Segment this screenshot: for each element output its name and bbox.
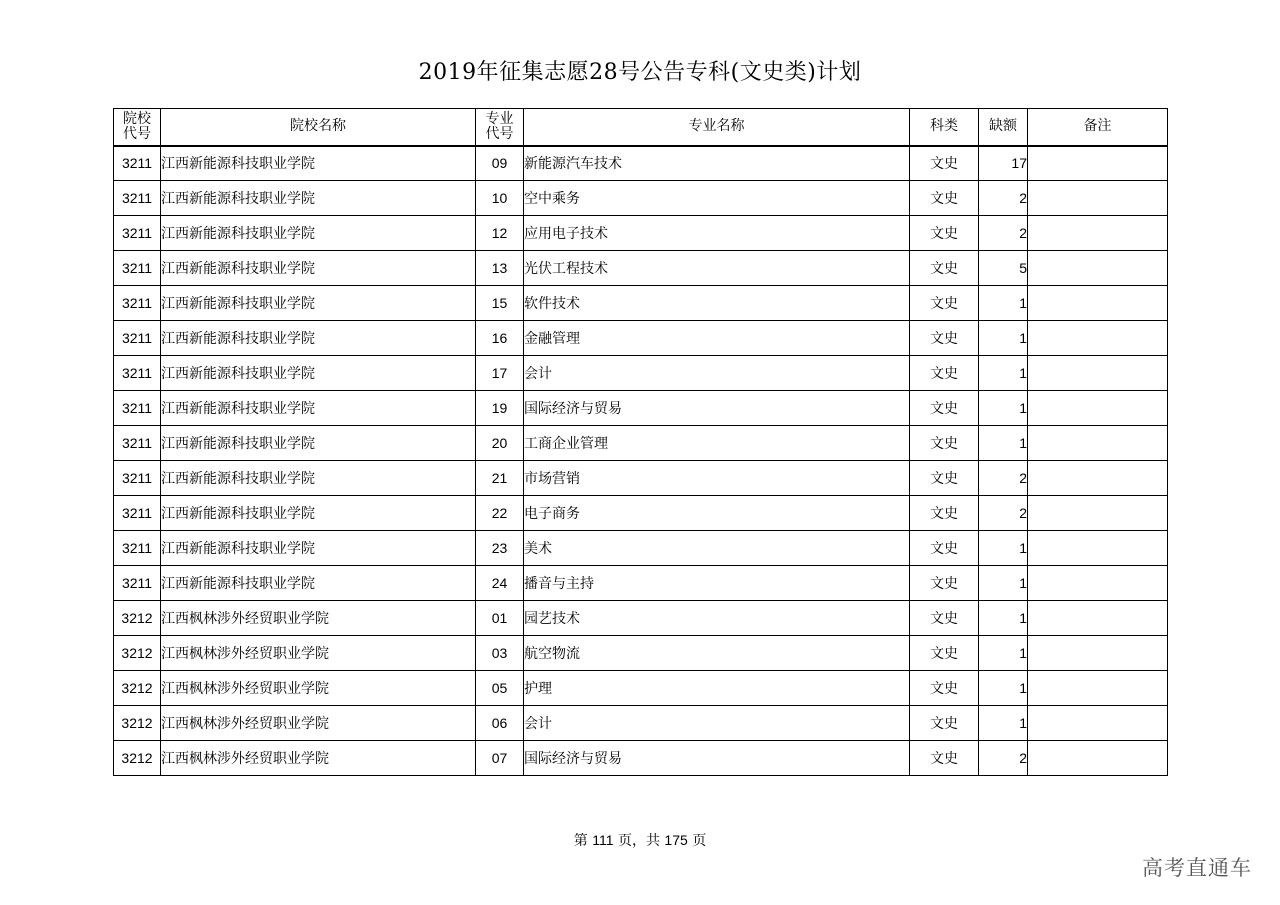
cell-note [1028,356,1168,391]
header-school-code [114,109,161,146]
cell-major-code: 07 [476,741,524,776]
cell-category: 文史 [910,461,979,496]
table-row [114,531,1168,566]
cell-note [1028,286,1168,321]
cell-major-code: 13 [476,251,524,286]
cell-major-name: 国际经济与贸易 [524,391,910,426]
cell-major-name: 电子商务 [524,496,910,531]
cell-major-name: 航空物流 [524,636,910,671]
cell-category: 文史 [910,566,979,601]
cell-category: 文史 [910,321,979,356]
cell-school-name: 江西新能源科技职业学院 [161,391,476,426]
header-note: 备注 [1028,109,1168,146]
cell-major-code: 09 [476,146,524,181]
cell-category: 文史 [910,356,979,391]
table-row [114,671,1168,706]
cell-category: 文史 [910,251,979,286]
cell-vacancy: 1 [979,566,1028,601]
cell-major-name: 会计 [524,706,910,741]
cell-major-name: 播音与主持 [524,566,910,601]
cell-category: 文史 [910,496,979,531]
page-title: 2019年征集志愿28号公告专科(文史类)计划 [418,60,862,85]
cell-school-code: 3211 [114,146,161,181]
cell-school-name: 江西新能源科技职业学院 [161,496,476,531]
cell-school-name: 江西枫林涉外经贸职业学院 [161,671,476,706]
cell-vacancy: 1 [979,391,1028,426]
cell-note [1028,496,1168,531]
table-row [114,391,1168,426]
cell-vacancy: 2 [979,461,1028,496]
cell-school-name: 江西枫林涉外经贸职业学院 [161,741,476,776]
cell-major-code: 23 [476,531,524,566]
cell-major-name: 市场营销 [524,461,910,496]
cell-major-code: 03 [476,636,524,671]
cell-major-name: 金融管理 [524,321,910,356]
cell-vacancy: 1 [979,636,1028,671]
table-row [114,741,1168,776]
cell-category: 文史 [910,391,979,426]
cell-vacancy: 1 [979,706,1028,741]
cell-vacancy: 1 [979,321,1028,356]
cell-school-code: 3212 [114,636,161,671]
footer-middle: 页，共 [617,833,660,849]
cell-major-code: 06 [476,706,524,741]
cell-school-name: 江西枫林涉外经贸职业学院 [161,636,476,671]
cell-school-name: 江西新能源科技职业学院 [161,461,476,496]
cell-school-name: 江西新能源科技职业学院 [161,216,476,251]
cell-major-code: 05 [476,671,524,706]
table-row [114,356,1168,391]
cell-major-name: 软件技术 [524,286,910,321]
cell-school-name: 江西新能源科技职业学院 [161,181,476,216]
cell-major-name: 光伏工程技术 [524,251,910,286]
cell-major-name: 园艺技术 [524,601,910,636]
cell-vacancy: 1 [979,286,1028,321]
header-major-code-label: 专业代号 [485,110,514,142]
cell-major-code: 12 [476,216,524,251]
cell-note [1028,146,1168,181]
cell-school-code: 3211 [114,566,161,601]
cell-major-name: 国际经济与贸易 [524,741,910,776]
cell-note [1028,426,1168,461]
table-body [114,146,1168,776]
cell-major-code: 10 [476,181,524,216]
cell-category: 文史 [910,426,979,461]
table-row [114,181,1168,216]
cell-category: 文史 [910,531,979,566]
header-major-name: 专业名称 [524,109,910,146]
cell-school-code: 3212 [114,706,161,741]
page-footer [0,830,1280,850]
cell-vacancy: 2 [979,181,1028,216]
cell-school-name: 江西新能源科技职业学院 [161,356,476,391]
cell-school-code: 3211 [114,321,161,356]
cell-note [1028,741,1168,776]
table-row [114,251,1168,286]
table-row [114,321,1168,356]
cell-school-code: 3211 [114,461,161,496]
cell-category: 文史 [910,671,979,706]
cell-note [1028,706,1168,741]
admission-plan-table [113,108,1168,776]
table-row [114,566,1168,601]
cell-note [1028,531,1168,566]
table-row [114,496,1168,531]
table-row [114,461,1168,496]
cell-note [1028,461,1168,496]
table-header [114,109,1168,146]
cell-vacancy: 1 [979,426,1028,461]
header-category: 科类 [910,109,979,146]
footer-total-pages: 175 [664,832,688,848]
cell-vacancy: 17 [979,146,1028,181]
table-row [114,216,1168,251]
cell-school-name: 江西新能源科技职业学院 [161,321,476,356]
cell-note [1028,671,1168,706]
cell-vacancy: 1 [979,531,1028,566]
cell-school-code: 3211 [114,286,161,321]
table-row [114,601,1168,636]
cell-school-name: 江西新能源科技职业学院 [161,146,476,181]
cell-vacancy: 1 [979,671,1028,706]
cell-major-name: 新能源汽车技术 [524,146,910,181]
cell-major-code: 01 [476,601,524,636]
header-major-code [476,109,524,146]
footer-current-page: 111 [592,832,614,848]
cell-major-code: 19 [476,391,524,426]
cell-school-code: 3211 [114,531,161,566]
footer-prefix: 第 [573,833,588,849]
table-row [114,426,1168,461]
cell-school-code: 3212 [114,671,161,706]
footer-suffix: 页 [692,833,707,849]
cell-major-code: 24 [476,566,524,601]
cell-school-code: 3211 [114,216,161,251]
cell-major-code: 15 [476,286,524,321]
cell-note [1028,321,1168,356]
cell-major-code: 16 [476,321,524,356]
cell-major-code: 22 [476,496,524,531]
cell-school-name: 江西枫林涉外经贸职业学院 [161,601,476,636]
header-school-name: 院校名称 [161,109,476,146]
cell-school-code: 3211 [114,426,161,461]
cell-note [1028,251,1168,286]
cell-school-code: 3212 [114,741,161,776]
watermark: 高考直通车 [1142,856,1252,880]
cell-note [1028,601,1168,636]
cell-category: 文史 [910,636,979,671]
cell-major-code: 17 [476,356,524,391]
cell-category: 文史 [910,741,979,776]
cell-category: 文史 [910,216,979,251]
cell-major-name: 工商企业管理 [524,426,910,461]
cell-school-code: 3211 [114,181,161,216]
table-row [114,636,1168,671]
cell-school-code: 3211 [114,496,161,531]
header-school-code-label: 院校代号 [123,110,151,142]
cell-note [1028,216,1168,251]
cell-category: 文史 [910,146,979,181]
cell-note [1028,181,1168,216]
cell-note [1028,566,1168,601]
cell-school-name: 江西新能源科技职业学院 [161,286,476,321]
cell-vacancy: 2 [979,741,1028,776]
cell-vacancy: 5 [979,251,1028,286]
cell-school-name: 江西新能源科技职业学院 [161,531,476,566]
cell-school-name: 江西枫林涉外经贸职业学院 [161,706,476,741]
header-vacancy: 缺额 [979,109,1028,146]
cell-major-name: 应用电子技术 [524,216,910,251]
cell-major-name: 空中乘务 [524,181,910,216]
table-row [114,146,1168,181]
cell-major-code: 21 [476,461,524,496]
cell-school-name: 江西新能源科技职业学院 [161,426,476,461]
cell-school-name: 江西新能源科技职业学院 [161,251,476,286]
cell-vacancy: 2 [979,216,1028,251]
cell-school-code: 3211 [114,391,161,426]
cell-category: 文史 [910,706,979,741]
cell-school-code: 3211 [114,251,161,286]
cell-school-code: 3211 [114,356,161,391]
cell-note [1028,636,1168,671]
cell-vacancy: 1 [979,601,1028,636]
cell-school-name: 江西新能源科技职业学院 [161,566,476,601]
cell-category: 文史 [910,181,979,216]
cell-category: 文史 [910,286,979,321]
cell-note [1028,391,1168,426]
cell-major-code: 20 [476,426,524,461]
cell-category: 文史 [910,601,979,636]
cell-major-name: 美术 [524,531,910,566]
cell-major-name: 会计 [524,356,910,391]
cell-vacancy: 2 [979,496,1028,531]
table-row [114,286,1168,321]
cell-major-name: 护理 [524,671,910,706]
cell-school-code: 3212 [114,601,161,636]
cell-vacancy: 1 [979,356,1028,391]
table-row [114,706,1168,741]
